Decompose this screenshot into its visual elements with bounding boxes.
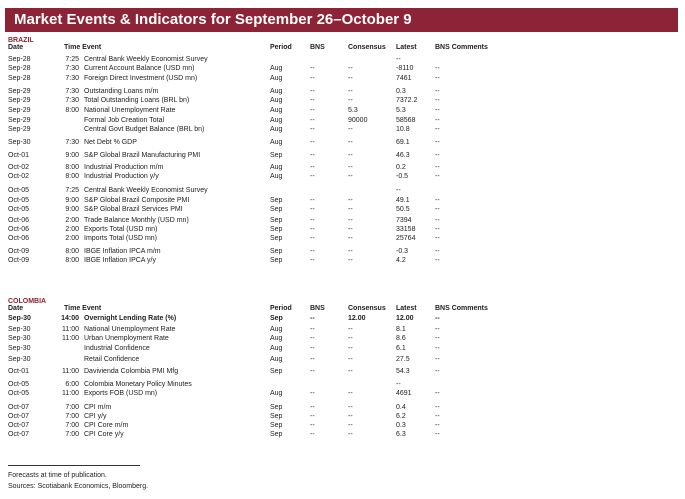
consensus-cell: -- — [348, 65, 353, 72]
bns-cell: -- — [310, 139, 315, 146]
bns-cell: -- — [310, 431, 315, 438]
bns-cell: -- — [310, 65, 315, 72]
bns-cell: -- — [310, 197, 315, 204]
consensus-cell: -- — [348, 235, 353, 242]
consensus-cell: -- — [348, 206, 353, 213]
bns-comment-cell: -- — [435, 107, 440, 114]
bns-comment-cell: -- — [435, 65, 440, 72]
date-cell: Oct-01 — [8, 368, 30, 375]
col-header-bns-comments: BNS Comments — [435, 305, 488, 312]
date-cell: Sep-29 — [8, 97, 31, 104]
date-cell: Oct-01 — [8, 152, 30, 159]
bns-cell: -- — [310, 345, 315, 352]
bns-comment-cell: -- — [435, 88, 440, 95]
period-cell: Aug — [270, 75, 283, 82]
bns-comment-cell: -- — [435, 217, 440, 224]
latest-cell: 12.00 — [396, 315, 414, 322]
consensus-cell: -- — [348, 217, 353, 224]
bns-cell: -- — [310, 404, 315, 411]
table-row — [8, 368, 678, 377]
bns-comment-cell: -- — [435, 248, 440, 255]
latest-cell: 6.2 — [396, 413, 406, 420]
bns-cell: -- — [310, 107, 315, 114]
consensus-cell: -- — [348, 197, 353, 204]
latest-cell: 33158 — [396, 226, 416, 233]
event-cell: National Unemployment Rate — [84, 326, 176, 333]
table-row — [8, 88, 678, 97]
period-cell: Sep — [270, 404, 283, 411]
time-cell: 7:00 — [65, 404, 79, 411]
event-cell: National Unemployment Rate — [84, 107, 176, 114]
bns-cell: -- — [310, 335, 315, 342]
event-cell: Outstanding Loans m/m — [84, 88, 159, 95]
latest-cell: 10.8 — [396, 126, 410, 133]
page-title: Market Events & Indicators for September 26–October 9 — [14, 11, 412, 28]
time-cell: 11:00 — [62, 390, 79, 397]
period-cell: Aug — [270, 390, 283, 397]
time-cell: 2:00 — [65, 235, 79, 242]
col-header-date: Date — [8, 44, 24, 51]
latest-cell: 54.3 — [396, 368, 410, 375]
table-row — [8, 173, 678, 182]
col-header-period: Period — [270, 44, 292, 51]
time-cell: 9:00 — [65, 206, 79, 213]
time-cell: 7:00 — [65, 422, 79, 429]
event-cell: Central Bank Weekly Economist Survey — [84, 56, 208, 63]
time-cell: 7:30 — [65, 65, 79, 72]
latest-cell: 49.1 — [396, 197, 410, 204]
table-row — [8, 97, 678, 106]
region-name-brazil: BRAZIL — [8, 37, 34, 44]
consensus-cell: -- — [348, 335, 353, 342]
consensus-cell: -- — [348, 97, 353, 104]
period-cell: Aug — [270, 65, 283, 72]
date-cell: Oct-07 — [8, 404, 30, 411]
consensus-cell: -- — [348, 390, 353, 397]
bns-cell: -- — [310, 356, 315, 363]
latest-cell: 27.5 — [396, 356, 410, 363]
table-row — [8, 404, 678, 413]
table-row — [8, 217, 678, 226]
event-cell: Overnight Lending Rate (%) — [84, 315, 177, 322]
period-cell: Aug — [270, 356, 283, 363]
bns-cell: -- — [310, 217, 315, 224]
event-cell: Foreign Direct Investment (USD mn) — [84, 75, 198, 82]
table-row — [8, 139, 678, 148]
time-cell: 11:00 — [62, 335, 79, 342]
latest-cell: -0.3 — [396, 248, 409, 255]
table-row — [8, 326, 678, 335]
bns-cell: -- — [310, 152, 315, 159]
date-cell: Oct-06 — [8, 235, 30, 242]
bns-cell: -- — [310, 368, 315, 375]
bns-comment-cell: -- — [435, 75, 440, 82]
date-cell: Sep-29 — [8, 126, 31, 133]
event-cell: Urban Unemployment Rate — [84, 335, 169, 342]
date-cell: Oct-06 — [8, 217, 30, 224]
event-cell: IBGE Inflation IPCA m/m — [84, 248, 161, 255]
period-cell: Sep — [270, 206, 283, 213]
date-cell: Oct-07 — [8, 431, 30, 438]
bns-cell: -- — [310, 126, 315, 133]
event-cell: CPI Core m/m — [84, 422, 129, 429]
date-cell: Sep-29 — [8, 117, 31, 124]
bns-cell: -- — [310, 164, 315, 171]
bns-comment-cell: -- — [435, 117, 440, 124]
consensus-cell: -- — [348, 139, 353, 146]
period-cell: Sep — [270, 248, 283, 255]
bns-comment-cell: -- — [435, 368, 440, 375]
consensus-cell: -- — [348, 368, 353, 375]
latest-cell: 50.5 — [396, 206, 410, 213]
bns-comment-cell: -- — [435, 315, 440, 322]
latest-cell: 0.3 — [396, 88, 406, 95]
event-cell: Current Account Balance (USD mn) — [84, 65, 195, 72]
consensus-cell: -- — [348, 257, 353, 264]
brazil-section — [8, 37, 678, 287]
event-cell: Colombia Monetary Policy Minutes — [84, 381, 192, 388]
time-cell: 11:00 — [62, 326, 79, 333]
time-cell: 7:25 — [65, 56, 79, 63]
region-name-colombia: COLOMBIA — [8, 298, 47, 305]
consensus-cell: -- — [348, 164, 353, 171]
bns-cell: -- — [310, 97, 315, 104]
bns-cell: -- — [310, 88, 315, 95]
period-cell: Aug — [270, 335, 283, 342]
table-row — [8, 315, 678, 324]
col-header-consensus: Consensus — [348, 44, 386, 51]
date-cell: Oct-09 — [8, 257, 30, 264]
date-cell: Oct-05 — [8, 197, 30, 204]
table-row — [8, 390, 678, 399]
consensus-cell: -- — [348, 431, 353, 438]
bns-comment-cell: -- — [435, 173, 440, 180]
consensus-cell: -- — [348, 226, 353, 233]
bns-cell: -- — [310, 413, 315, 420]
bns-comment-cell: -- — [435, 152, 440, 159]
event-cell: S&P Global Brazil Manufacturing PMI — [84, 152, 201, 159]
period-cell: Sep — [270, 217, 283, 224]
bns-comment-cell: -- — [435, 97, 440, 104]
event-cell: Total Outstanding Loans (BRL bn) — [84, 97, 190, 104]
period-cell: Aug — [270, 107, 283, 114]
bns-comment-cell: -- — [435, 356, 440, 363]
bns-comment-cell: -- — [435, 126, 440, 133]
latest-cell: -0.5 — [396, 173, 409, 180]
table-row — [8, 422, 678, 431]
col-header-time-event: Time Event — [64, 305, 102, 312]
consensus-cell: 12.00 — [348, 315, 366, 322]
bns-comment-cell: -- — [435, 413, 440, 420]
time-cell: 8:00 — [65, 248, 79, 255]
table-row — [8, 197, 678, 206]
consensus-cell: -- — [348, 356, 353, 363]
time-cell: 9:00 — [65, 152, 79, 159]
period-cell: Aug — [270, 139, 283, 146]
bns-comment-cell: -- — [435, 206, 440, 213]
time-cell: 7:25 — [65, 187, 79, 194]
table-row — [8, 126, 678, 135]
consensus-cell: -- — [348, 326, 353, 333]
period-cell: Sep — [270, 368, 283, 375]
table-row — [8, 117, 678, 126]
latest-cell: 46.3 — [396, 152, 410, 159]
consensus-cell: -- — [348, 422, 353, 429]
event-cell: Industrial Production y/y — [84, 173, 159, 180]
bns-comment-cell: -- — [435, 345, 440, 352]
event-cell: Trade Balance Monthly (USD mn) — [84, 217, 189, 224]
col-header-bns: BNS — [310, 305, 325, 312]
col-header-time-event: Time Event — [64, 44, 102, 51]
period-cell: Sep — [270, 257, 283, 264]
date-cell: Sep-28 — [8, 56, 31, 63]
event-cell: S&P Global Brazil Services PMI — [84, 206, 183, 213]
bns-cell: -- — [310, 422, 315, 429]
table-row — [8, 152, 678, 161]
time-cell: 11:00 — [62, 368, 79, 375]
colombia-section — [8, 298, 678, 458]
bns-comment-cell: -- — [435, 257, 440, 264]
time-cell: 7:00 — [65, 431, 79, 438]
title-banner — [5, 8, 678, 32]
bns-cell: -- — [310, 206, 315, 213]
date-cell: Sep-30 — [8, 356, 31, 363]
date-cell: Sep-28 — [8, 65, 31, 72]
time-cell: 7:30 — [65, 88, 79, 95]
event-cell: Davivienda Colombia PMI Mfg — [84, 368, 179, 375]
table-row — [8, 65, 678, 74]
latest-cell: 8.1 — [396, 326, 406, 333]
period-cell: Sep — [270, 226, 283, 233]
time-cell: 6:00 — [65, 381, 79, 388]
bns-cell: -- — [310, 117, 315, 124]
consensus-cell: -- — [348, 248, 353, 255]
period-cell: Aug — [270, 117, 283, 124]
latest-cell: 6.3 — [396, 431, 406, 438]
table-row — [8, 75, 678, 84]
event-cell: CPI y/y — [84, 413, 107, 420]
date-cell: Oct-06 — [8, 226, 30, 233]
event-cell: Industrial Confidence — [84, 345, 150, 352]
date-cell: Oct-02 — [8, 173, 30, 180]
bns-cell: -- — [310, 248, 315, 255]
latest-cell: 58568 — [396, 117, 416, 124]
footnote-forecasts: Forecasts at time of publication. — [8, 472, 107, 479]
latest-cell: -- — [396, 187, 401, 194]
event-cell: CPI Core y/y — [84, 431, 124, 438]
bns-cell: -- — [310, 173, 315, 180]
consensus-cell: -- — [348, 413, 353, 420]
latest-cell: 0.2 — [396, 164, 406, 171]
bns-comment-cell: -- — [435, 422, 440, 429]
consensus-cell: -- — [348, 126, 353, 133]
latest-cell: -- — [396, 381, 401, 388]
table-row — [8, 431, 678, 440]
date-cell: Oct-05 — [8, 187, 30, 194]
consensus-cell: -- — [348, 75, 353, 82]
date-cell: Oct-09 — [8, 248, 30, 255]
event-cell: S&P Global Brazil Composite PMI — [84, 197, 190, 204]
latest-cell: 5.3 — [396, 107, 406, 114]
time-cell: 14:00 — [61, 315, 79, 322]
period-cell: Aug — [270, 164, 283, 171]
latest-cell: 25764 — [396, 235, 416, 242]
table-row — [8, 356, 678, 365]
time-cell: 9:00 — [65, 197, 79, 204]
latest-cell: 0.3 — [396, 422, 406, 429]
latest-cell: 6.1 — [396, 345, 406, 352]
event-cell: IBGE Inflation IPCA y/y — [84, 257, 156, 264]
event-cell: CPI m/m — [84, 404, 112, 411]
col-header-latest: Latest — [396, 44, 417, 51]
consensus-cell: -- — [348, 345, 353, 352]
time-cell: 7:30 — [65, 139, 79, 146]
period-cell: Aug — [270, 173, 283, 180]
bns-comment-cell: -- — [435, 226, 440, 233]
consensus-cell: -- — [348, 152, 353, 159]
latest-cell: -- — [396, 56, 401, 63]
bns-comment-cell: -- — [435, 197, 440, 204]
bns-cell: -- — [310, 326, 315, 333]
bns-comment-cell: -- — [435, 235, 440, 242]
latest-cell: 4691 — [396, 390, 412, 397]
period-cell: Sep — [270, 197, 283, 204]
table-row — [8, 235, 678, 244]
table-row — [8, 56, 678, 65]
table-row — [8, 164, 678, 173]
col-header-latest: Latest — [396, 305, 417, 312]
date-cell: Sep-30 — [8, 139, 31, 146]
bns-cell: -- — [310, 390, 315, 397]
consensus-cell: 5.3 — [348, 107, 358, 114]
table-row — [8, 413, 678, 422]
event-cell: Imports Total (USD mn) — [84, 235, 157, 242]
consensus-cell: -- — [348, 173, 353, 180]
period-cell: Aug — [270, 326, 283, 333]
date-cell: Sep-30 — [8, 326, 31, 333]
latest-cell: 69.1 — [396, 139, 410, 146]
table-row — [8, 187, 678, 196]
table-row — [8, 248, 678, 257]
latest-cell: -8110 — [396, 65, 414, 72]
col-header-date: Date — [8, 305, 24, 312]
event-cell: Exports Total (USD mn) — [84, 226, 158, 233]
table-row — [8, 345, 678, 354]
time-cell: 8:00 — [65, 164, 79, 171]
date-cell: Sep-28 — [8, 75, 31, 82]
date-cell: Sep-30 — [8, 345, 31, 352]
period-cell: Sep — [270, 152, 283, 159]
period-cell: Aug — [270, 345, 283, 352]
latest-cell: 8.6 — [396, 335, 406, 342]
bns-cell: -- — [310, 226, 315, 233]
date-cell: Sep-29 — [8, 107, 31, 114]
col-header-period: Period — [270, 305, 292, 312]
period-cell: Aug — [270, 97, 283, 104]
bns-comment-cell: -- — [435, 326, 440, 333]
date-cell: Sep-30 — [8, 335, 31, 342]
event-cell: Industrial Production m/m — [84, 164, 164, 171]
bns-cell: -- — [310, 257, 315, 264]
table-row — [8, 107, 678, 116]
latest-cell: 7372.2 — [396, 97, 418, 104]
col-header-bns-comments: BNS Comments — [435, 44, 488, 51]
bns-comment-cell: -- — [435, 335, 440, 342]
date-cell: Oct-05 — [8, 390, 30, 397]
table-row — [8, 226, 678, 235]
event-cell: Central Bank Weekly Economist Survey — [84, 187, 208, 194]
bns-comment-cell: -- — [435, 404, 440, 411]
event-cell: Formal Job Creation Total — [84, 117, 165, 124]
bns-comment-cell: -- — [435, 164, 440, 171]
footnote-sources: Sources: Scotiabank Economics, Bloomberg. — [8, 483, 149, 490]
consensus-cell: 90000 — [348, 117, 368, 124]
time-cell: 8:00 — [65, 107, 79, 114]
bns-comment-cell: -- — [435, 390, 440, 397]
time-cell: 7:00 — [65, 413, 79, 420]
table-row — [8, 381, 678, 390]
period-cell: Sep — [270, 315, 283, 322]
col-header-consensus: Consensus — [348, 305, 386, 312]
latest-cell: 7461 — [396, 75, 412, 82]
latest-cell: 4.2 — [396, 257, 406, 264]
bns-cell: -- — [310, 315, 315, 322]
date-cell: Sep-29 — [8, 88, 31, 95]
period-cell: Sep — [270, 413, 283, 420]
period-cell: Sep — [270, 422, 283, 429]
date-cell: Sep-30 — [8, 315, 31, 322]
latest-cell: 0.4 — [396, 404, 406, 411]
date-cell: Oct-05 — [8, 206, 30, 213]
event-cell: Retail Confidence — [84, 356, 140, 363]
date-cell: Oct-02 — [8, 164, 30, 171]
event-cell: Central Govt Budget Balance (BRL bn) — [84, 126, 205, 133]
period-cell: Aug — [270, 126, 283, 133]
bns-comment-cell: -- — [435, 431, 440, 438]
period-cell: Aug — [270, 88, 283, 95]
time-cell: 7:30 — [65, 97, 79, 104]
table-row — [8, 206, 678, 215]
time-cell: 8:00 — [65, 257, 79, 264]
table-row — [8, 335, 678, 344]
period-cell: Sep — [270, 235, 283, 242]
table-row — [8, 257, 678, 266]
event-cell: Net Debt % GDP — [84, 139, 137, 146]
bns-cell: -- — [310, 235, 315, 242]
time-cell: 7:30 — [65, 75, 79, 82]
date-cell: Oct-05 — [8, 381, 30, 388]
consensus-cell: -- — [348, 404, 353, 411]
time-cell: 2:00 — [65, 217, 79, 224]
date-cell: Oct-07 — [8, 422, 30, 429]
bns-cell: -- — [310, 75, 315, 82]
bns-comment-cell: -- — [435, 139, 440, 146]
consensus-cell: -- — [348, 88, 353, 95]
time-cell: 2:00 — [65, 226, 79, 233]
latest-cell: 7394 — [396, 217, 412, 224]
event-cell: Exports FOB (USD mn) — [84, 390, 158, 397]
time-cell: 8:00 — [65, 173, 79, 180]
period-cell: Sep — [270, 431, 283, 438]
col-header-bns: BNS — [310, 44, 325, 51]
date-cell: Oct-07 — [8, 413, 30, 420]
footnote-rule — [8, 465, 140, 466]
